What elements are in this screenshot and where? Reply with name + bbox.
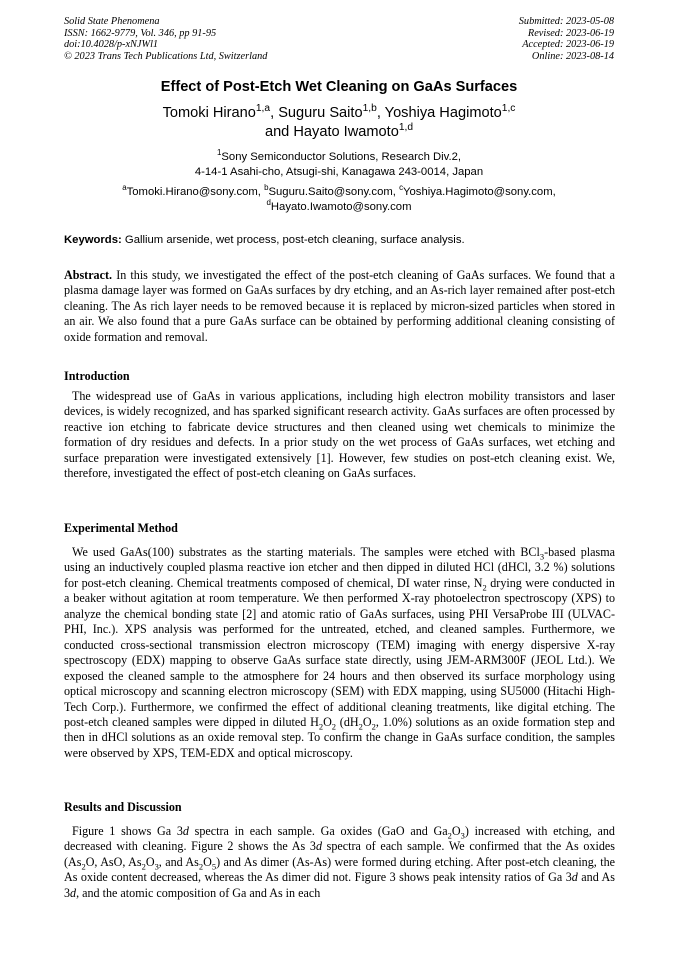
- results-paragraph: [64, 824, 615, 901]
- doi-line: doi:10.4028/p-xNJWl1: [64, 39, 159, 51]
- submitted-date: Submitted: 2023-05-08: [518, 16, 614, 27]
- text-segment: spectra of each sample. We confirmed that the As oxides (As: [64, 839, 615, 869]
- introduction-paragraph: The widespread use of GaAs in various applications, including high electron mobility transistors and laser devices, is widely recognized, and has sparked significant research activity. GaAs surfaces are often processed by reactive ion etching to fabricate device structures and then cleaned using wet chemicals to minimize the formation of dry residues and defects. In a prior study on the wet process of GaAs surfaces, wet etching and surface preparation were investigated extensively [1]. However, few studies on post-etch cleaning exist. We, therefore, investigated the effect of post-etch cleaning on GaAs surfaces.: [64, 389, 615, 481]
- experimental-paragraph: [64, 545, 615, 761]
- text-segment: drying were conducted in a beaker without agitation at room temperature. We then performed X-ray photoelectron spectroscopy (XPS) to analyze the chemical bonding state [2] and atomic ratio of GaAs surfaces, using PHI VersaProbe III (ULVAC-PHI, Inc.). XPS analysis was performed for the untreated, etched, and cleaned samples. Furthermore, we conducted cross-sectional transmission electron microscopy (TEM) imaging with energy dispersive X-ray spectroscopy (EDX) mapping to observe GaAs surface state directly, using JEM-ARM300F (JEOL Ltd.). We exposed the cleaned sample to the atmosphere for 24 hours and then observed its surface morphology using optical microscopy and scanning electron microscopy (SEM) with EDX mapping, using SU5000 (Hitachi High-Tech Corp.). Furthermore, we confirmed the effect of additional cleaning treatments, like digital etching. The post-etch cleaned samples were dipped in diluted H: [64, 575, 615, 729]
- email-mark: d: [266, 198, 271, 208]
- journal-info: [64, 16, 267, 62]
- abstract-label: Abstract.: [64, 268, 113, 282]
- email-address: Yoshiya.Hagimoto@sony.com: [403, 186, 553, 198]
- abstract: [64, 268, 615, 345]
- text-segment: O: [203, 854, 212, 869]
- affiliation-mark: 1: [216, 148, 222, 158]
- text-segment: 2: [81, 861, 86, 872]
- author-affil-mark: 1,c: [501, 103, 516, 115]
- abstract-text: In this study, we investigated the effect of the post-etch cleaning of GaAs surfaces. We found that a plasma damage layer was formed on GaAs surfaces by dry etching, and an As-rich layer remained after post-etch cleaning. The As rich layer needs to be removed because it is replaced by micron-sized particles when stored in an air. We also found that a pure GaAs surface can be obtained by performing additional cleaning consisting of oxide formation and removal.: [64, 268, 615, 344]
- text-segment: O, AsO, As: [85, 854, 142, 869]
- text-segment: ) and As dimer (As-As) were formed during etching. After post-etch cleaning, the As oxide content decreased, whereas the As dimer did not. Figure 3 shows peak intensity ratios of Ga 3: [64, 854, 615, 885]
- affiliation-line-2: 4-14-1 Asahi-cho, Atsugi-shi, Kanagawa 243-0014, Japan: [194, 166, 484, 178]
- text-segment: 2: [447, 830, 452, 841]
- issn-line: ISSN: 1662-9779, Vol. 346, pp 91-95: [64, 27, 217, 39]
- keywords-text: Gallium arsenide, wet process, post-etch cleaning, surface analysis.: [124, 234, 465, 246]
- text-segment: O: [451, 824, 461, 838]
- text-segment: d: [70, 885, 77, 900]
- paper-title: Effect of Post-Etch Wet Cleaning on GaAs Surfaces: [160, 79, 518, 95]
- author-joiner: and: [264, 124, 290, 140]
- introduction-heading: Introduction: [64, 369, 130, 383]
- email-address: Tomoki.Hirano@sony.com: [126, 186, 258, 198]
- text-segment: 2: [371, 721, 376, 732]
- text-segment: (dH: [336, 714, 359, 729]
- online-date: Online: 2023-08-14: [531, 50, 614, 62]
- author-affil-mark: 1,a: [255, 103, 271, 115]
- email-address: Suguru.Saito@sony.com: [268, 186, 393, 198]
- text-segment: O: [145, 854, 155, 869]
- text-segment: 3: [539, 551, 545, 562]
- text-segment: 5: [211, 861, 217, 872]
- author-affil-mark: 1,d: [398, 122, 414, 134]
- text-segment: spectra in each sample. Ga oxides (GaO and Ga: [188, 824, 448, 838]
- journal-name: Solid State Phenomena: [64, 16, 160, 27]
- text-segment: 2: [358, 721, 363, 732]
- text-segment: d: [182, 824, 189, 838]
- text-segment: O: [323, 714, 332, 729]
- text-segment: d: [571, 870, 578, 885]
- results-heading: Results and Discussion: [64, 800, 182, 814]
- copyright-line: © 2023 Trans Tech Publications Ltd, Switzerland: [64, 50, 268, 62]
- text-segment: 2: [318, 721, 324, 732]
- affiliation: [0, 150, 678, 180]
- text-segment: d: [315, 839, 322, 854]
- keywords: [64, 234, 616, 246]
- revised-date: Revised: 2023-06-19: [527, 27, 614, 39]
- text-segment: 2: [482, 582, 487, 593]
- experimental-heading: Experimental Method: [64, 521, 178, 535]
- text-segment: , 1.0%) solutions as an oxide formation step and then in dHCl solutions as an oxide removal step. To confirm the change in GaAs surface condition, the samples were observed by XPS, TEM-EDX and optical microscopy.: [64, 714, 615, 760]
- text-segment: , and As: [158, 854, 199, 869]
- email-mark: b: [264, 183, 269, 193]
- author-name: Hayato Iwamoto: [293, 124, 399, 140]
- text-segment: , and the atomic composition of Ga and As in each: [76, 885, 321, 900]
- email-mark: a: [122, 183, 127, 193]
- text-segment: 2: [198, 861, 204, 872]
- email-address: Hayato.Iwamoto@sony.com: [270, 201, 412, 213]
- author-name: Yoshiya Hagimoto: [384, 105, 502, 121]
- text-segment: Figure 1 shows Ga 3: [72, 824, 183, 838]
- text-segment: 3: [460, 830, 465, 841]
- author-name: Tomoki Hirano: [162, 105, 256, 121]
- author-affil-mark: 1,b: [362, 103, 377, 115]
- text-segment: 2: [141, 861, 146, 872]
- text-segment: -based plasma using an inductively coupled plasma reactive ion etcher and then dipped in diluted HCl (dHCl, 3.2 %) solutions for post-etch cleaning. Chemical treatments composed of chemical, DI water rinse, N: [64, 545, 615, 590]
- publication-dates: [519, 16, 614, 62]
- affiliation-line-1: Sony Semiconductor Solutions, Research Div.2,: [221, 151, 462, 163]
- text-segment: O: [362, 714, 372, 729]
- email-mark: c: [399, 183, 404, 193]
- author-name: Suguru Saito: [278, 105, 363, 121]
- text-segment: 2: [331, 721, 337, 732]
- author-list: Tomoki Hirano$^{1,a}$, Suguru Saito$^{1,b}$, Yoshiya Hagimoto$^{1,c}$ and Hayato Iwamoto$^{1,d}$: [162, 103, 516, 140]
- text-segment: and As 3: [64, 870, 615, 900]
- text-segment: We used GaAs(100) substrates as the starting materials. The samples were etched with BCl: [72, 545, 540, 559]
- email-list: $^a$Tomoki.Hirano@sony.com, $^b$Suguru.Saito@sony.com, $^c$Yoshiya.Hagimoto@sony.com, $^d$Hayato.Iwamoto@sony.com: [122, 183, 556, 213]
- text-segment: 3: [154, 861, 159, 872]
- text-segment: ) increased with etching, and decreased with cleaning. Figure 2 shows the As 3: [64, 824, 615, 854]
- accepted-date: Accepted: 2023-06-19: [522, 39, 614, 51]
- keywords-label: Keywords:: [64, 234, 122, 246]
